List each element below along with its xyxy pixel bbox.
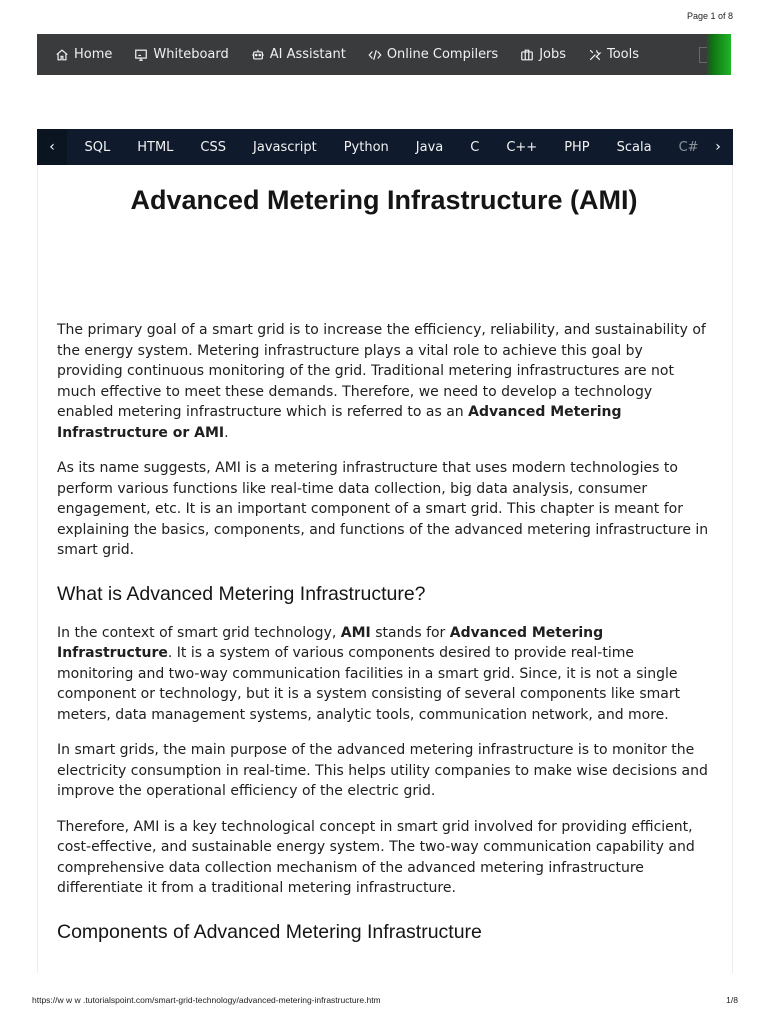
tab-java[interactable]: Java (415, 139, 444, 155)
tab-python[interactable]: Python (343, 139, 389, 155)
nav-item-label: Whiteboard (153, 47, 229, 62)
section-heading-what-is-ami: What is Advanced Metering Infrastructure? (57, 582, 426, 605)
top-navigation-bar (37, 34, 731, 75)
paragraph-intro: The primary goal of a smart grid is to increase the efficiency, reliability, and sustainability of the energy system. Metering infrastructure plays a vital role to achieve this goal by providing continuous monitoring of the grid. Traditional metering infrastructures are not much effective to meet these demands. Therefore, we need to develop a technology enabled metering infrastructure which is referred to as an Advanced Metering Infrastructure or AMI. (57, 322, 706, 441)
tab-sql[interactable]: SQL (84, 139, 111, 155)
home-icon (55, 48, 69, 62)
nav-item-ai-assistant[interactable] (240, 47, 357, 62)
robot-icon (251, 48, 265, 62)
tab-css[interactable]: CSS (200, 139, 227, 155)
scroll-left-button[interactable] (37, 129, 67, 165)
tab-html[interactable]: HTML (137, 139, 174, 155)
chevron-left-icon: ‹ (49, 139, 55, 155)
paragraph-ami-overview: As its name suggests, AMI is a metering infrastructure that uses modern technologies to perform various functions like real-time data collection, big data analysis, consumer engagement, etc. It is an important component of a smart grid. This chapter is meant for explaining the basics, components, and functions of the advanced metering infrastructure in smart grid. (57, 460, 709, 558)
tab-scala[interactable]: Scala (616, 139, 652, 155)
section-heading-components: Components of Advanced Metering Infrastructure (57, 920, 482, 943)
tab-csharp[interactable]: C# (678, 139, 699, 155)
nav-item-jobs[interactable] (509, 47, 577, 62)
nav-item-home[interactable] (37, 47, 123, 62)
tab-c[interactable]: C (470, 139, 480, 155)
nav-item-online-compilers[interactable] (357, 47, 509, 62)
print-footer-url: https://w w w .tutorialspoint.com/smart-grid-technology/advanced-metering-infrastructure.htm (32, 995, 381, 1005)
nav-item-tools[interactable] (577, 47, 650, 62)
nav-item-partial[interactable] (695, 34, 731, 75)
nav-item-label: Jobs (539, 47, 566, 62)
bold-term: AMI (340, 624, 371, 641)
bold-term: Advanced Metering Infrastructure or AMI (57, 404, 622, 441)
whiteboard-icon (134, 48, 148, 62)
print-footer-page: 1/8 (726, 995, 738, 1005)
nav-item-label: AI Assistant (269, 47, 346, 62)
nav-item-label: Online Compilers (386, 47, 499, 62)
nav-item-label: Tools (607, 47, 640, 62)
tools-icon (588, 48, 602, 62)
language-tab-bar (37, 129, 733, 165)
chevron-right-icon: › (715, 139, 721, 155)
page-title: Advanced Metering Infrastructure (AMI) (130, 185, 638, 215)
bold-term: Advanced Metering Infrastructure (57, 624, 604, 661)
code-icon (368, 48, 382, 62)
tab-cpp[interactable]: C++ (506, 139, 538, 155)
print-page-label: Page 1 of 8 (686, 11, 733, 21)
nav-item-whiteboard[interactable] (123, 47, 239, 62)
paragraph-ami-definition: In the context of smart grid technology, AMI stands for Advanced Metering Infrastructure. It is a system of various components desired to provide real-time monitoring and two-way communication facilities in a smart grid. Since, it is not a single component or technology, but it is a system consisting of several components like smart meters, data management systems, analytic tools, communication network, and more. (57, 624, 681, 723)
scroll-right-button[interactable] (703, 129, 733, 165)
tab-php[interactable]: PHP (564, 139, 590, 155)
language-tabs (71, 140, 699, 155)
paragraph-ami-summary: Therefore, AMI is a key technological concept in smart grid involved for providing efficient, cost-effective, and sustainable energy system. The two-way communication capability and comprehensive data collection mechanism of the advanced metering infrastructure differentiate it from a traditional metering infrastructure. (57, 818, 695, 896)
paragraph-ami-purpose: In smart grids, the main purpose of the advanced metering infrastructure is to monitor the electricity consumption in real-time. This helps utility companies to make wise decisions and improve the operational efficiency of the electric grid. (57, 742, 708, 799)
briefcase-icon (520, 48, 534, 62)
article-body (57, 320, 712, 961)
tab-javascript[interactable]: Javascript (253, 139, 317, 155)
nav-item-label: Home (74, 47, 113, 62)
